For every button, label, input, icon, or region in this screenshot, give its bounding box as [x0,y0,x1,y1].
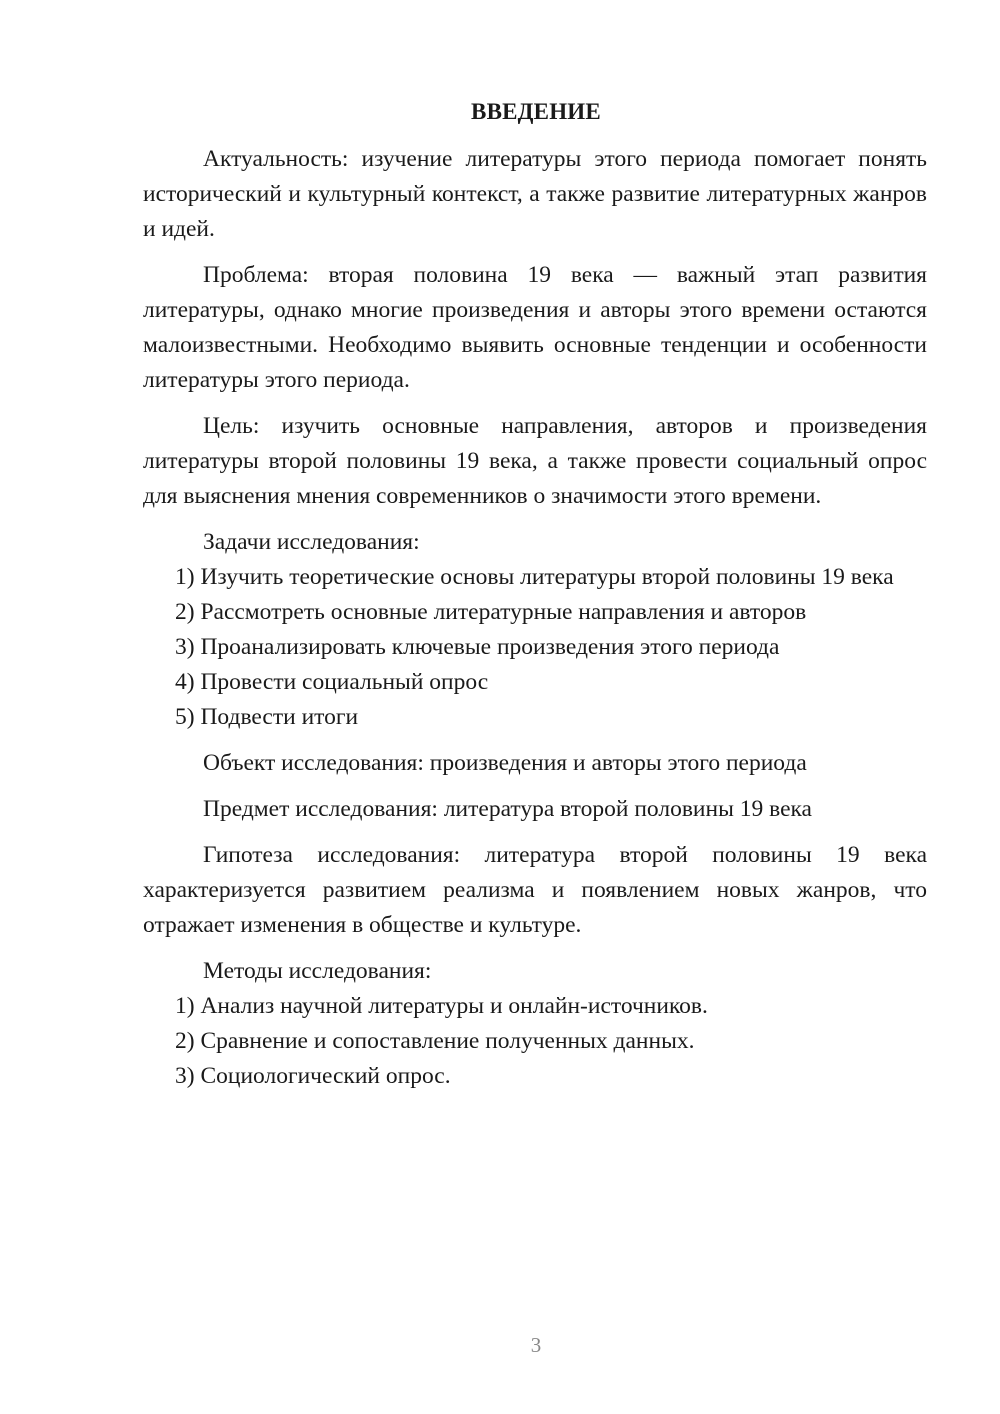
tasks-heading: Задачи исследования: [203,529,420,555]
document-body [143,142,927,1094]
page-number: 3 [530,1333,542,1357]
list-item: 2) Рассмотреть основные литературные направления и авторов [175,599,807,625]
list-item: 3) Социологический опрос. [175,1063,451,1089]
paragraph-object: Объект исследования: произведения и авторы этого периода [203,750,807,776]
paragraph-problem: Проблема: вторая половина 19 века — важный этап развития литературы, однако многие произведения и авторы этого времени остаются малоизвестными. Необходимо выявить основные тенденции и особенности литературы этого периода. [143,262,927,393]
list-item: 3) Проанализировать ключевые произведения этого периода [175,634,780,660]
paragraph-relevance: Актуальность: изучение литературы этого периода помогает понять исторический и культурный контекст, а также развитие литературных жанров и идей. [143,146,927,242]
list-item: 1) Анализ научной литературы и онлайн-источников. [175,993,708,1019]
tasks-list [143,560,927,735]
page-title: ВВЕДЕНИЕ [471,99,601,124]
list-item: 5) Подвести итоги [175,704,359,730]
list-item: 4) Провести социальный опрос [175,669,489,695]
paragraph-goal: Цель: изучить основные направления, авторов и произведения литературы второй половины 19 века, а также провести социальный опрос для выяснения мнения современников о значимости этого времени. [143,413,927,509]
list-item: 1) Изучить теоретические основы литературы второй половины 19 века [175,564,894,590]
list-item: 2) Сравнение и сопоставление полученных данных. [175,1028,695,1054]
paragraph-hypothesis: Гипотеза исследования: литература второй половины 19 века характеризуется развитием реализма и появлением новых жанров, что отражает изменения в обществе и культуре. [143,842,927,938]
paragraph-subject: Предмет исследования: литература второй половины 19 века [203,796,812,822]
methods-heading: Методы исследования: [203,958,432,984]
methods-list [143,989,927,1094]
